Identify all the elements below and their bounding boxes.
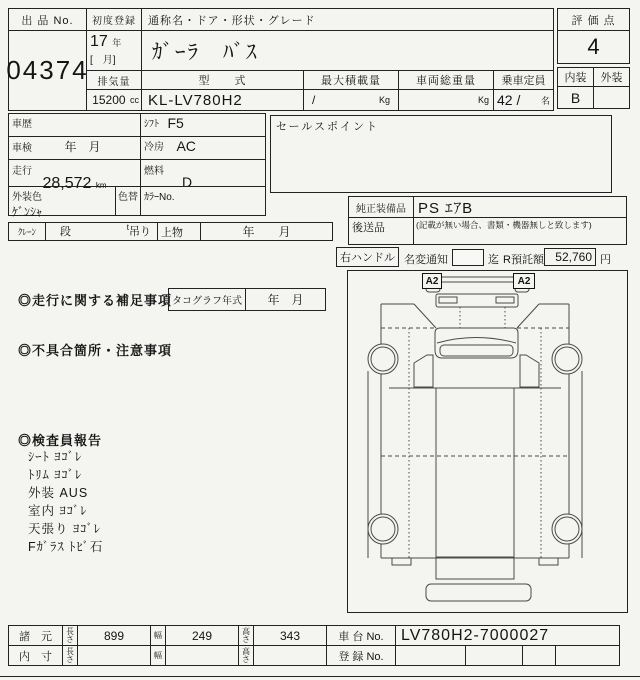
chassis-no-label: 車 台 No. [326, 625, 396, 646]
capacity-unit: 名 [540, 95, 550, 106]
capacity-value [493, 89, 554, 111]
width-value: 249 [165, 625, 239, 646]
genuine-equipment-value: PS ｴｱB [413, 196, 627, 218]
inspection-label: 車検 [12, 143, 32, 154]
exterior-header: 外装 [593, 67, 630, 87]
score-value: 4 [557, 30, 630, 64]
finding-item: Fｶﾞﾗｽ ﾄﾋﾞ石 [28, 540, 104, 554]
inner-height-value [253, 645, 327, 666]
finding-item: 室内 ﾖｺﾞﾚ [28, 504, 88, 518]
ac-cell [140, 136, 266, 160]
ac-label: 冷房 [144, 142, 164, 153]
damage-mark-a2-left: A2 [422, 273, 442, 289]
dimensions-label: 諸 元 [8, 625, 63, 646]
first-registration-header: 初度登録 [86, 8, 142, 31]
inspector-findings-list [28, 448, 103, 556]
right-handle-badge: 右ハンドル [336, 247, 399, 267]
displacement-value [86, 89, 142, 111]
inspection-value: 年 月 [64, 140, 101, 154]
registration-no-label: 登 録 No. [326, 645, 396, 666]
mileage-value: 28,572 [42, 175, 92, 192]
registration-cell [395, 645, 466, 666]
tachograph-label: タコグラフ年式 [168, 288, 246, 311]
mileage-note-title: ◎走行に関する補足事項 [18, 293, 173, 308]
inner-width-label: 幅 [150, 645, 166, 666]
later-shipment-note: (記載が無い場合、書類・機器無しと致します) [413, 217, 627, 245]
vehicle-name-header: 通称名・ドア・形状・グレード [141, 8, 554, 31]
inspection-cell [8, 136, 141, 160]
chassis-no-value: LV780H2-7000027 [395, 625, 620, 646]
fuel-cell [140, 159, 266, 190]
finding-item: 天張り ﾖｺﾞﾚ [28, 522, 101, 536]
max-load-unit: Kg [378, 95, 390, 105]
damage-mark-a2-right: A2 [513, 273, 535, 289]
shift-label: ｼﾌﾄ [144, 119, 159, 130]
fuel-value: D [182, 174, 193, 190]
inner-length-label: 長さ [62, 645, 78, 666]
mileage-unit: km [95, 181, 107, 190]
genuine-equipment-label: 純正装備品 [348, 196, 414, 218]
shift-value: F5 [167, 115, 184, 131]
capacity-number: 42 / [497, 92, 521, 108]
inner-height-label: 高さ [238, 645, 254, 666]
length-label: 長さ [62, 625, 78, 646]
crane-value-cell [45, 222, 158, 241]
exterior-color-cell [8, 186, 116, 219]
finding-item: ｼｰﾄ ﾖｺﾞﾚ [28, 450, 83, 464]
ac-value: AC [176, 138, 196, 154]
history-cell: 車歴 [8, 113, 141, 137]
exterior-grade [593, 86, 630, 109]
max-load-header: 最大積載量 [303, 70, 399, 90]
gross-weight-unit: Kg [477, 95, 489, 105]
crane-label-cell: ｸﾚｰﾝ [8, 222, 46, 241]
first-reg-month: [ 月] [90, 55, 116, 66]
upper-body-label-cell: 上物 [157, 222, 201, 241]
fuel-label: 燃料 [144, 166, 164, 177]
inspector-report-title: ◎検査員報告 [18, 433, 103, 448]
tachograph-value: 年 月 [245, 288, 326, 311]
gross-weight-header: 車両総重量 [398, 70, 494, 90]
first-registration-value [86, 30, 142, 71]
crane-stage-label: 段 [60, 226, 71, 238]
lot-no-header: 出 品 No. [8, 8, 87, 31]
max-load-number: / [312, 93, 316, 107]
mileage-label: 走行 [12, 166, 32, 177]
interior-grade: B [557, 86, 594, 109]
model-header: 型 式 [141, 70, 304, 90]
crane-lift-label: 吊り [129, 226, 151, 238]
recycle-deposit-label: R預託額 [503, 254, 544, 266]
upper-body-value-cell: 年 月 [200, 222, 333, 241]
registration-cell [555, 645, 620, 666]
score-header: 評 価 点 [557, 8, 630, 31]
name-change-label: 名変通知 [404, 254, 448, 266]
recycle-deposit-value: 52,760 [544, 248, 596, 266]
mileage-cell [8, 159, 141, 192]
inner-width-value [165, 645, 239, 666]
later-shipment-label: 後送品 [348, 217, 414, 245]
height-value: 343 [253, 625, 327, 646]
capacity-header: 乗車定員 [493, 70, 554, 90]
exterior-color-label: 外装色 [12, 192, 42, 203]
displacement-unit: cc [130, 95, 139, 105]
repaint-cell: 色替 [115, 186, 141, 216]
color-no-cell: ｶﾗｰNo. [140, 186, 266, 216]
displacement-header: 排気量 [86, 70, 142, 90]
deposit-unit: 円 [600, 254, 611, 266]
name-change-input-box [452, 249, 484, 266]
inner-dimensions-label: 内 寸 [8, 645, 63, 666]
interior-header: 内装 [557, 67, 594, 87]
gross-weight-value [398, 89, 494, 111]
finding-item: ﾄﾘﾑ ﾖｺﾞﾚ [28, 468, 83, 482]
crane-ton-label: t [126, 223, 129, 232]
first-reg-year-unit: 年 [112, 38, 122, 48]
registration-cell [465, 645, 523, 666]
max-load-value [303, 89, 399, 111]
model-value: KL-LV780H2 [141, 89, 304, 111]
bottom-rule [0, 676, 640, 677]
exterior-color-value: ｹﾞﾝｼｬ [12, 205, 43, 219]
first-reg-year: 17 [90, 33, 108, 50]
vehicle-diagram-box [347, 270, 628, 613]
width-label: 幅 [150, 625, 166, 646]
height-label: 高さ [238, 625, 254, 646]
lot-no-value: 04374 [8, 30, 87, 111]
defect-title: ◎不具合箇所・注意事項 [18, 343, 173, 358]
registration-cell [522, 645, 556, 666]
length-value: 899 [77, 625, 151, 646]
displacement-number: 15200 [92, 93, 126, 107]
vehicle-name-value: ｶﾞｰﾗ ﾊﾞｽ [141, 30, 554, 71]
until-label: 迄 [488, 254, 499, 266]
shift-cell [140, 113, 266, 137]
bus-top-view-schematic [348, 271, 627, 612]
finding-item: 外装 AUS [28, 486, 89, 500]
inner-length-value [77, 645, 151, 666]
sales-point-box: セールスポイント [270, 115, 612, 193]
